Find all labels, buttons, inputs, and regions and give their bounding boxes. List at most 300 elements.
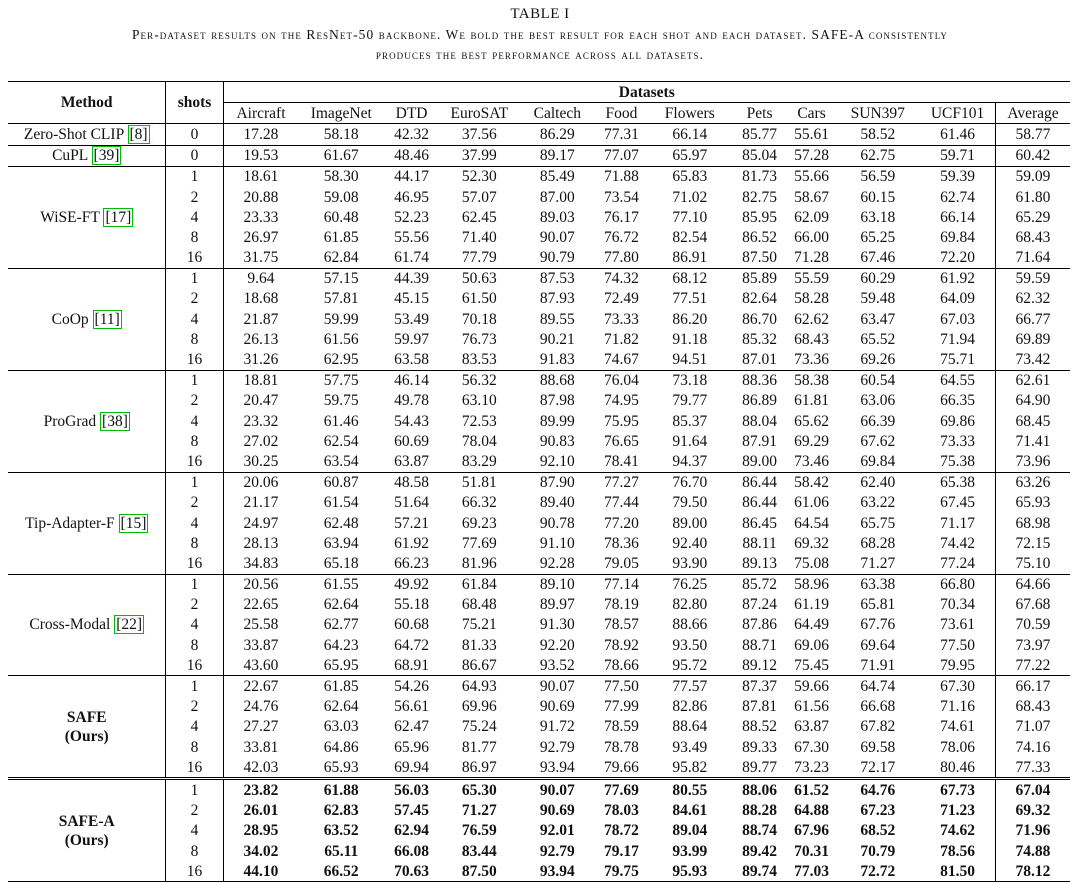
value-cell: 87.00 xyxy=(539,188,575,206)
value-cell: 93.50 xyxy=(672,636,708,654)
table-row xyxy=(8,533,1070,553)
shot-cell: 1 xyxy=(166,370,223,391)
value-cell: 91.18 xyxy=(672,330,708,348)
table-row xyxy=(8,187,1070,207)
value-cell: 61.67 xyxy=(298,145,384,166)
value-cell: 95.82 xyxy=(672,758,708,776)
value-cell: 67.30 xyxy=(920,676,995,697)
value-cell: 62.75 xyxy=(835,145,920,166)
value-cell: 72.49 xyxy=(604,290,639,308)
value-cell: 85.37 xyxy=(672,412,708,430)
value-cell: 28.13 xyxy=(243,534,279,552)
value-cell: 44.17 xyxy=(384,166,439,187)
value-cell: 85.72 xyxy=(732,574,788,595)
value-cell: 69.32 xyxy=(995,801,1070,821)
value-cell: 84.61 xyxy=(672,802,708,820)
value-cell: 86.52 xyxy=(742,228,777,246)
value-cell: 77.50 xyxy=(595,676,648,697)
value-cell: 61.92 xyxy=(920,268,995,289)
value-cell: 57.07 xyxy=(461,188,497,206)
value-cell: 72.53 xyxy=(461,412,497,430)
shot-cell: 16 xyxy=(166,861,223,882)
value-cell: 67.62 xyxy=(860,432,896,450)
caption-line-1: Per-dataset results on the ResNet-50 backbone. We bold the best result for each shot and each dataset. SAFE-A consistently xyxy=(131,27,949,42)
value-cell: 23.32 xyxy=(243,412,279,430)
value-cell: 93.94 xyxy=(520,861,595,882)
method-name: Cross-Modal xyxy=(29,616,111,634)
value-cell: 83.53 xyxy=(461,351,497,369)
value-cell: 87.50 xyxy=(742,249,777,267)
value-cell: 64.93 xyxy=(439,676,520,697)
citation-link[interactable]: [11] xyxy=(94,310,120,328)
shot-cell: 8 xyxy=(166,841,223,861)
value-cell: 77.50 xyxy=(940,636,975,654)
value-cell: 75.71 xyxy=(940,351,975,369)
value-cell: 58.28 xyxy=(794,290,829,308)
value-cell: 86.44 xyxy=(742,494,777,512)
value-cell: 73.61 xyxy=(940,616,975,634)
value-cell: 69.23 xyxy=(461,514,497,532)
value-cell: 23.82 xyxy=(223,779,298,801)
value-cell: 49.92 xyxy=(384,574,439,595)
value-cell: 69.06 xyxy=(794,636,829,654)
value-cell: 62.62 xyxy=(794,310,829,328)
table-row xyxy=(8,268,1070,289)
value-cell: 65.83 xyxy=(648,166,732,187)
value-cell: 74.95 xyxy=(604,392,639,410)
value-cell: 86.67 xyxy=(461,656,497,674)
value-cell: 63.54 xyxy=(323,452,359,470)
value-cell: 67.45 xyxy=(940,494,975,512)
value-cell: 62.74 xyxy=(940,188,975,206)
value-cell: 74.88 xyxy=(995,841,1070,861)
value-cell: 64.55 xyxy=(920,370,995,391)
value-cell: 78.92 xyxy=(604,636,639,654)
value-cell: 72.72 xyxy=(835,861,920,882)
value-cell: 79.66 xyxy=(604,758,639,776)
value-cell: 17.28 xyxy=(223,124,298,145)
value-cell: 77.69 xyxy=(461,534,497,552)
value-cell: 26.01 xyxy=(243,802,279,820)
citation-number: 38 xyxy=(107,412,123,430)
citation-number: 22 xyxy=(121,616,137,634)
value-cell: 59.08 xyxy=(323,188,359,206)
value-cell: 92.79 xyxy=(539,842,575,860)
value-cell: 75.38 xyxy=(940,452,975,470)
method-name: CuPL xyxy=(52,147,88,165)
table-body xyxy=(8,124,1070,882)
value-cell: 89.00 xyxy=(672,514,708,532)
value-cell: 61.80 xyxy=(995,187,1070,207)
value-cell: 81.33 xyxy=(461,636,497,654)
shot-cell: 4 xyxy=(166,821,223,841)
value-cell: 9.64 xyxy=(223,268,298,289)
value-cell: 89.12 xyxy=(742,656,777,674)
value-cell: 65.93 xyxy=(323,758,359,776)
citation-link[interactable]: [8] xyxy=(129,125,148,143)
value-cell: 89.17 xyxy=(520,145,595,166)
value-cell: 87.50 xyxy=(439,861,520,882)
table-row xyxy=(8,370,1070,391)
value-cell: 63.47 xyxy=(860,310,896,328)
value-cell: 76.72 xyxy=(604,228,639,246)
citation-link[interactable]: [22] xyxy=(116,616,143,634)
value-cell: 46.14 xyxy=(384,370,439,391)
value-cell: 88.66 xyxy=(672,616,708,634)
value-cell: 77.31 xyxy=(595,124,648,145)
column-header-flowers: Flowers xyxy=(664,104,715,122)
value-cell: 71.82 xyxy=(604,330,639,348)
value-cell: 94.51 xyxy=(672,351,708,369)
value-cell: 54.26 xyxy=(384,676,439,697)
value-cell: 69.86 xyxy=(940,412,975,430)
value-cell: 90.83 xyxy=(539,432,575,450)
value-cell: 73.46 xyxy=(794,452,829,470)
table-row xyxy=(8,779,1070,801)
value-cell: 60.87 xyxy=(298,472,384,493)
value-cell: 78.57 xyxy=(604,616,639,634)
shot-cell: 4 xyxy=(166,309,223,329)
value-cell: 74.42 xyxy=(940,534,975,552)
value-cell: 86.89 xyxy=(742,392,777,410)
value-cell: 89.99 xyxy=(539,412,575,430)
shot-cell: 2 xyxy=(166,697,223,717)
value-cell: 86.44 xyxy=(732,472,788,493)
value-cell: 68.98 xyxy=(995,513,1070,533)
value-cell: 51.64 xyxy=(394,494,429,512)
value-cell: 52.30 xyxy=(439,166,520,187)
value-cell: 50.63 xyxy=(439,268,520,289)
value-cell: 67.73 xyxy=(920,779,995,801)
value-cell: 80.46 xyxy=(940,758,975,776)
value-cell: 57.28 xyxy=(788,145,836,166)
value-cell: 73.33 xyxy=(604,310,639,328)
value-cell: 89.13 xyxy=(742,554,777,572)
value-cell: 77.80 xyxy=(604,249,639,267)
value-cell: 26.13 xyxy=(243,330,279,348)
value-cell: 56.61 xyxy=(394,698,429,716)
table-row xyxy=(8,615,1070,635)
value-cell: 95.72 xyxy=(672,656,708,674)
method-cell xyxy=(8,472,166,574)
value-cell: 78.03 xyxy=(604,802,639,820)
value-cell: 61.55 xyxy=(298,574,384,595)
value-cell: 69.89 xyxy=(995,329,1070,349)
value-cell: 58.30 xyxy=(298,166,384,187)
shot-cell: 1 xyxy=(166,779,223,801)
value-cell: 71.41 xyxy=(995,431,1070,451)
value-cell: 68.43 xyxy=(995,227,1070,247)
value-cell: 89.40 xyxy=(539,494,575,512)
value-cell: 95.93 xyxy=(648,861,732,882)
citation-number: 39 xyxy=(98,147,115,165)
value-cell: 60.15 xyxy=(860,188,896,206)
value-cell: 65.95 xyxy=(323,656,359,674)
value-cell: 71.64 xyxy=(995,248,1070,269)
value-cell: 27.27 xyxy=(243,718,279,736)
value-cell: 77.20 xyxy=(604,514,639,532)
value-cell: 66.00 xyxy=(794,228,829,246)
value-cell: 77.44 xyxy=(604,494,639,512)
table-row xyxy=(8,207,1070,227)
value-cell: 33.81 xyxy=(243,738,279,756)
value-cell: 71.02 xyxy=(672,188,708,206)
value-cell: 64.86 xyxy=(323,738,359,756)
value-cell: 57.45 xyxy=(394,802,429,820)
value-cell: 94.37 xyxy=(672,452,708,470)
value-cell: 58.67 xyxy=(794,188,829,206)
value-cell: 89.33 xyxy=(742,738,777,756)
value-cell: 90.07 xyxy=(520,779,595,801)
value-cell: 45.15 xyxy=(394,290,429,308)
value-cell: 60.68 xyxy=(394,616,429,634)
table-row xyxy=(8,411,1070,431)
value-cell: 65.11 xyxy=(324,842,359,860)
table-row xyxy=(8,513,1070,533)
value-cell: 66.68 xyxy=(860,698,896,716)
value-cell: 73.96 xyxy=(995,451,1070,472)
value-cell: 70.31 xyxy=(794,842,829,860)
value-cell: 18.61 xyxy=(223,166,298,187)
value-cell: 61.54 xyxy=(323,494,359,512)
method-name: CoOp xyxy=(51,310,89,328)
column-header-cars: Cars xyxy=(797,104,826,122)
value-cell: 81.50 xyxy=(920,861,995,882)
column-header-food: Food xyxy=(605,104,638,122)
value-cell: 53.49 xyxy=(394,310,429,328)
value-cell: 60.29 xyxy=(835,268,920,289)
value-cell: 74.62 xyxy=(940,822,975,840)
value-cell: 93.52 xyxy=(539,656,575,674)
method-name: Tip-Adapter-F xyxy=(25,514,115,532)
shot-cell: 8 xyxy=(166,329,223,349)
value-cell: 89.00 xyxy=(742,452,777,470)
value-cell: 88.71 xyxy=(742,636,777,654)
value-cell: 61.50 xyxy=(461,290,497,308)
table-row xyxy=(8,676,1070,697)
value-cell: 69.64 xyxy=(860,636,896,654)
value-cell: 76.25 xyxy=(648,574,732,595)
results-table xyxy=(8,81,1070,882)
value-cell: 62.48 xyxy=(323,514,359,532)
value-cell: 58.52 xyxy=(835,124,920,145)
method-cell xyxy=(8,166,166,268)
value-cell: 77.99 xyxy=(604,698,639,716)
value-cell: 60.48 xyxy=(323,208,359,226)
citation-link[interactable]: [38] xyxy=(102,412,128,430)
method-name: SAFE-A xyxy=(58,812,115,830)
table-row xyxy=(8,595,1070,615)
value-cell: 44.10 xyxy=(223,861,298,882)
value-cell: 77.57 xyxy=(648,676,732,697)
value-cell: 81.77 xyxy=(461,738,497,756)
citation-number: 17 xyxy=(110,208,127,226)
value-cell: 61.46 xyxy=(920,124,995,145)
value-cell: 65.38 xyxy=(920,472,995,493)
value-cell: 61.52 xyxy=(788,779,836,801)
value-cell: 77.14 xyxy=(595,574,648,595)
value-cell: 64.49 xyxy=(794,616,829,634)
value-cell: 20.88 xyxy=(243,188,279,206)
table-row xyxy=(8,349,1070,370)
shot-cell: 2 xyxy=(166,801,223,821)
column-header-ucf101: UCF101 xyxy=(930,104,985,122)
value-cell: 81.73 xyxy=(732,166,788,187)
value-cell: 67.46 xyxy=(860,249,896,267)
value-cell: 26.97 xyxy=(243,228,279,246)
value-cell: 46.95 xyxy=(394,188,429,206)
value-cell: 78.72 xyxy=(604,822,639,840)
value-cell: 48.46 xyxy=(384,145,439,166)
table-row xyxy=(8,493,1070,513)
value-cell: 73.97 xyxy=(995,635,1070,655)
value-cell: 69.29 xyxy=(794,432,829,450)
value-cell: 69.94 xyxy=(394,758,429,776)
value-cell: 78.66 xyxy=(604,656,639,674)
value-cell: 87.01 xyxy=(742,351,777,369)
value-cell: 88.74 xyxy=(742,822,777,840)
value-cell: 91.72 xyxy=(539,718,575,736)
value-cell: 62.61 xyxy=(995,370,1070,391)
value-cell: 79.95 xyxy=(940,656,975,674)
shot-cell: 8 xyxy=(166,737,223,757)
value-cell: 24.97 xyxy=(243,514,279,532)
value-cell: 77.79 xyxy=(461,249,497,267)
value-cell: 30.25 xyxy=(243,452,279,470)
value-cell: 88.06 xyxy=(732,779,788,801)
value-cell: 22.67 xyxy=(223,676,298,697)
value-cell: 59.59 xyxy=(995,268,1070,289)
value-cell: 65.52 xyxy=(860,330,896,348)
method-cell xyxy=(8,574,166,676)
value-cell: 67.96 xyxy=(794,822,829,840)
value-cell: 56.03 xyxy=(384,779,439,801)
value-cell: 63.87 xyxy=(394,452,429,470)
value-cell: 83.44 xyxy=(461,842,497,860)
value-cell: 60.69 xyxy=(394,432,429,450)
value-cell: 83.29 xyxy=(461,452,497,470)
column-header-imagenet: ImageNet xyxy=(310,104,372,122)
value-cell: 91.10 xyxy=(539,534,575,552)
value-cell: 70.59 xyxy=(995,615,1070,635)
value-cell: 82.54 xyxy=(672,228,708,246)
table-row xyxy=(8,451,1070,472)
value-cell: 61.56 xyxy=(794,698,829,716)
value-cell: 42.03 xyxy=(243,758,279,776)
value-cell: 79.77 xyxy=(672,392,708,410)
value-cell: 87.81 xyxy=(742,698,777,716)
value-cell: 59.75 xyxy=(323,392,359,410)
table-row xyxy=(8,841,1070,861)
citation-link[interactable]: [15] xyxy=(120,514,147,532)
citation-number: 15 xyxy=(125,514,142,532)
value-cell: 78.04 xyxy=(461,432,497,450)
table-row xyxy=(8,329,1070,349)
citation-link[interactable]: [17] xyxy=(105,208,132,226)
value-cell: 61.74 xyxy=(394,249,429,267)
value-cell: 51.81 xyxy=(439,472,520,493)
table-row xyxy=(8,289,1070,309)
value-cell: 62.84 xyxy=(323,249,359,267)
value-cell: 92.20 xyxy=(539,636,575,654)
value-cell: 64.76 xyxy=(835,779,920,801)
value-cell: 61.85 xyxy=(298,676,384,697)
value-cell: 87.53 xyxy=(520,268,595,289)
value-cell: 77.27 xyxy=(595,472,648,493)
value-cell: 77.69 xyxy=(595,779,648,801)
value-cell: 93.90 xyxy=(672,554,708,572)
value-cell: 20.06 xyxy=(223,472,298,493)
shot-cell: 1 xyxy=(166,166,223,187)
value-cell: 89.10 xyxy=(520,574,595,595)
value-cell: 92.28 xyxy=(539,554,575,572)
value-cell: 77.07 xyxy=(595,145,648,166)
value-cell: 61.56 xyxy=(323,330,359,348)
value-cell: 44.39 xyxy=(384,268,439,289)
value-cell: 66.17 xyxy=(995,676,1070,697)
value-cell: 75.24 xyxy=(461,718,497,736)
value-cell: 71.91 xyxy=(860,656,896,674)
value-cell: 90.79 xyxy=(539,249,575,267)
value-cell: 64.54 xyxy=(794,514,829,532)
value-cell: 71.88 xyxy=(595,166,648,187)
value-cell: 37.56 xyxy=(439,124,520,145)
value-cell: 79.50 xyxy=(672,494,708,512)
value-cell: 64.74 xyxy=(835,676,920,697)
value-cell: 92.40 xyxy=(672,534,708,552)
value-cell: 76.17 xyxy=(604,208,639,226)
shot-cell: 16 xyxy=(166,757,223,779)
shot-cell: 1 xyxy=(166,472,223,493)
value-cell: 92.10 xyxy=(539,452,575,470)
value-cell: 62.77 xyxy=(323,616,359,634)
shot-cell: 1 xyxy=(166,574,223,595)
value-cell: 68.48 xyxy=(461,596,497,614)
value-cell: 75.95 xyxy=(604,412,639,430)
value-cell: 66.35 xyxy=(940,392,975,410)
value-cell: 67.30 xyxy=(794,738,829,756)
value-cell: 65.25 xyxy=(860,228,896,246)
value-cell: 82.80 xyxy=(672,596,708,614)
value-cell: 61.46 xyxy=(323,412,359,430)
value-cell: 60.54 xyxy=(835,370,920,391)
value-cell: 85.95 xyxy=(742,208,777,226)
table-row xyxy=(8,861,1070,882)
value-cell: 58.18 xyxy=(298,124,384,145)
table-row xyxy=(8,166,1070,187)
table-row xyxy=(8,801,1070,821)
value-cell: 71.16 xyxy=(940,698,975,716)
value-cell: 67.82 xyxy=(860,718,896,736)
shot-cell: 8 xyxy=(166,227,223,247)
value-cell: 89.55 xyxy=(539,310,575,328)
value-cell: 86.70 xyxy=(742,310,777,328)
value-cell: 57.21 xyxy=(394,514,429,532)
shot-cell: 16 xyxy=(166,349,223,370)
value-cell: 68.43 xyxy=(794,330,829,348)
value-cell: 61.84 xyxy=(439,574,520,595)
shot-cell: 4 xyxy=(166,717,223,737)
value-cell: 31.75 xyxy=(243,249,279,267)
method-name: ProGrad xyxy=(43,412,97,430)
value-cell: 69.26 xyxy=(860,351,896,369)
citation-number: 11 xyxy=(99,310,115,328)
citation-link[interactable]: [39] xyxy=(93,147,120,165)
value-cell: 49.78 xyxy=(394,392,429,410)
shot-cell: 16 xyxy=(166,248,223,269)
value-cell: 55.59 xyxy=(788,268,836,289)
value-cell: 65.96 xyxy=(394,738,429,756)
